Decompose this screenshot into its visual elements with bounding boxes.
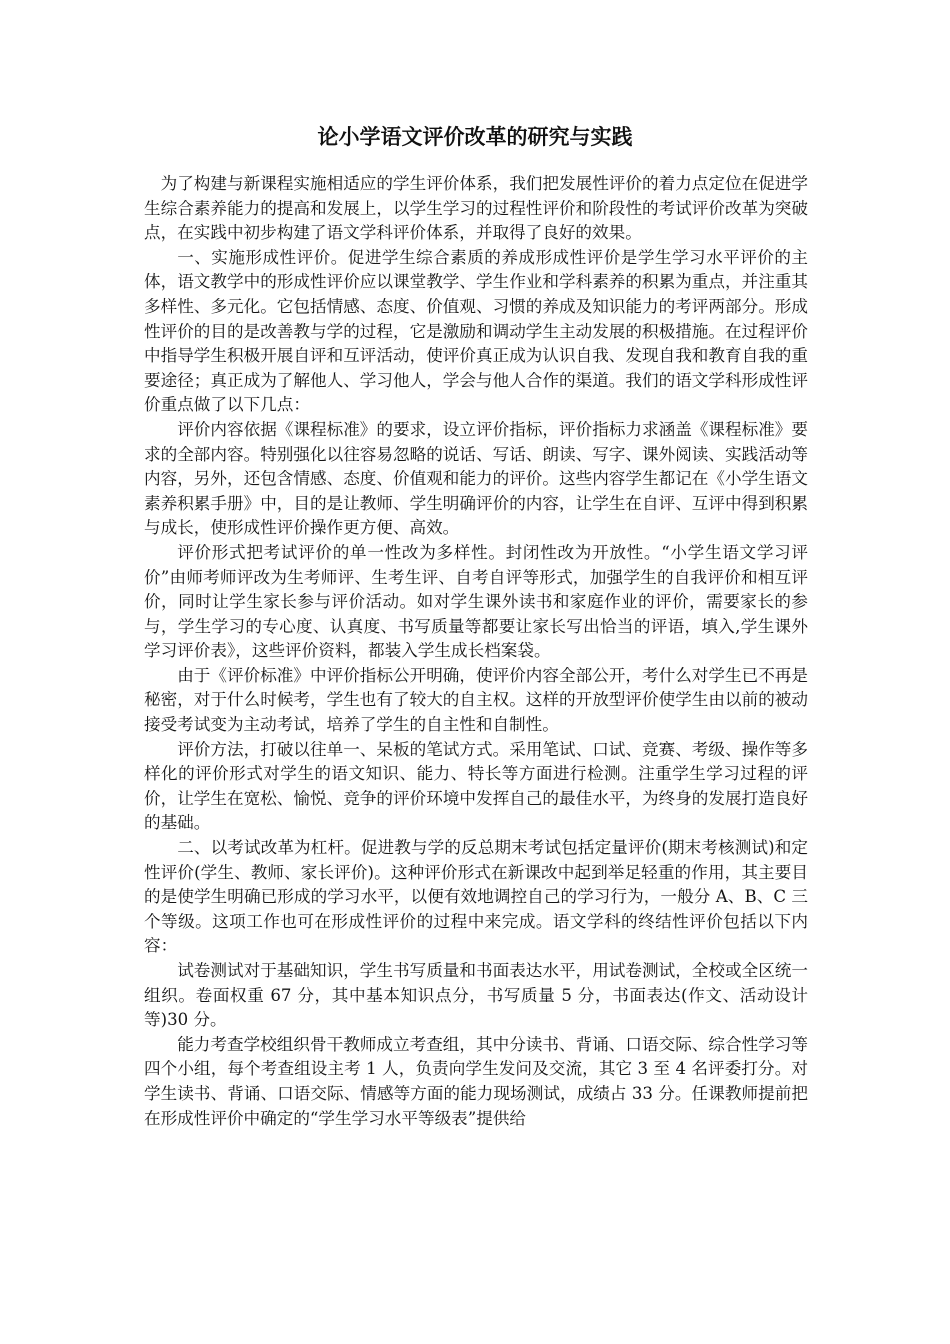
paragraph-written-test: 试卷测试对于基础知识，学生书写质量和书面表达水平，用试卷测试，全校或全区统一组织。卷面权重 67 分，其中基本知识点分，书写质量 5 分，书面表达(作文、活动设计等)30 分。 (144, 961, 808, 1030)
document-title: 论小学语文评价改革的研究与实践 (317, 124, 633, 149)
paragraph-evaluation-content: 评价内容依据《课程标准》的要求，设立评价指标，评价指标力求涵盖《课程标准》要求的全部内容。特别强化以往容易忽略的说话、写话、朗读、写字、课外阅读、实践活动等内容，另外，还包含情感、态度、价值观和能力的评价。这些内容学生都记在《小学生语文素养积累手册》中，目的是让教师、学生明确评价的内容，让学生在自评、互评中得到积累与成长，使形成性评价操作更方便、高效。 (144, 419, 808, 538)
document-body (144, 172, 808, 1131)
paragraph-evaluation-standard: 由于《评价标准》中评价指标公开明确，使评价内容全部公开，考什么对学生已不再是秘密，对于什么时候考，学生也有了较大的自主权。这样的开放型评价使学生由以前的被动接受考试变为主动考试，培养了学生的自主性和自制性。 (144, 665, 808, 735)
paragraph-evaluation-form: 评价形式把考试评价的单一性改为多样性。封闭性改为开放性。“小学生语文学习评价”由师考师评改为生考师评、生考生评、自考自评等形式，加强学生的自我评价和相互评价，同时让学生家长参与评价活动。如对学生课外读书和家庭作业的评价，需要家长的参与，学生学习的专心度、认真度、书写质量等都要让家长写出恰当的评语，填入,学生课外学习评价表》，这些评价资料，都装入学生成长档案袋。 (144, 542, 808, 661)
paragraph-section-one: 一、实施形成性评价。促进学生综合素质的养成形成性评价是学生学习水平评价的主体，语文教学中的形成性评价应以课堂教学、学生作业和学科素养的积累为重点，并注重其多样性、多元化。它包括情感、态度、价值观、习惯的养成及知识能力的考评两部分。形成性评价的目的是改善教与学的过程，它是激励和调动学生主动发展的积极措施。在过程评价中指导学生积极开展自评和互评活动，使评价真正成为认识自我、发现自我和教育自我的重要途径；真正成为了解他人、学习他人，学会与他人合作的渠道。我们的语文学科形成性评价重点做了以下几点： (144, 247, 808, 415)
paragraph-ability-test: 能力考查学校组织骨干教师成立考查组，其中分读书、背诵、口语交际、综合性学习等四个小组，每个考查组设主考 1 人，负责向学生发问及交流，其它 3 至 4 名评委打分。对学生读书、背诵、口语交际、情感等方面的能力现场测试，成绩占 33 分。任课教师提前把在形成性评价中确定的“学生学习水平等级表”提供给 (144, 1034, 808, 1128)
paragraph-evaluation-method: 评价方法，打破以往单一、呆板的笔试方式。采用笔试、口试、竞赛、考级、操作等多样化的评价形式对学生的语文知识、能力、特长等方面进行检测。注重学生学习过程的评价，让学生在宽松、愉悦、竞争的评价环境中发挥自己的最佳水平，为终身的发展打造良好的基础。 (144, 739, 808, 833)
paragraph-intro: 为了构建与新课程实施相适应的学生评价体系，我们把发展性评价的着力点定位在促进学生综合素养能力的提高和发展上，以学生学习的过程性评价和阶段性的考试评价改革为突破点，在实践中初步构建了语文学科评价体系，并取得了良好的效果。 (144, 174, 808, 243)
paragraph-section-two: 二、以考试改革为杠杆。促进教与学的反总期末考试包括定量评价(期末考核测试)和定性评价(学生、教师、家长评价)。这种评价形式在新课改中起到举足轻重的作用，其主要目的是使学生明确已形成的学习水平，以便有效地调控自己的学习行为，一般分 A、B、C 三个等级。这项工作也可在形成性评价的过程中来完成。语文学科的终结性评价包括以下内容： (144, 838, 808, 956)
